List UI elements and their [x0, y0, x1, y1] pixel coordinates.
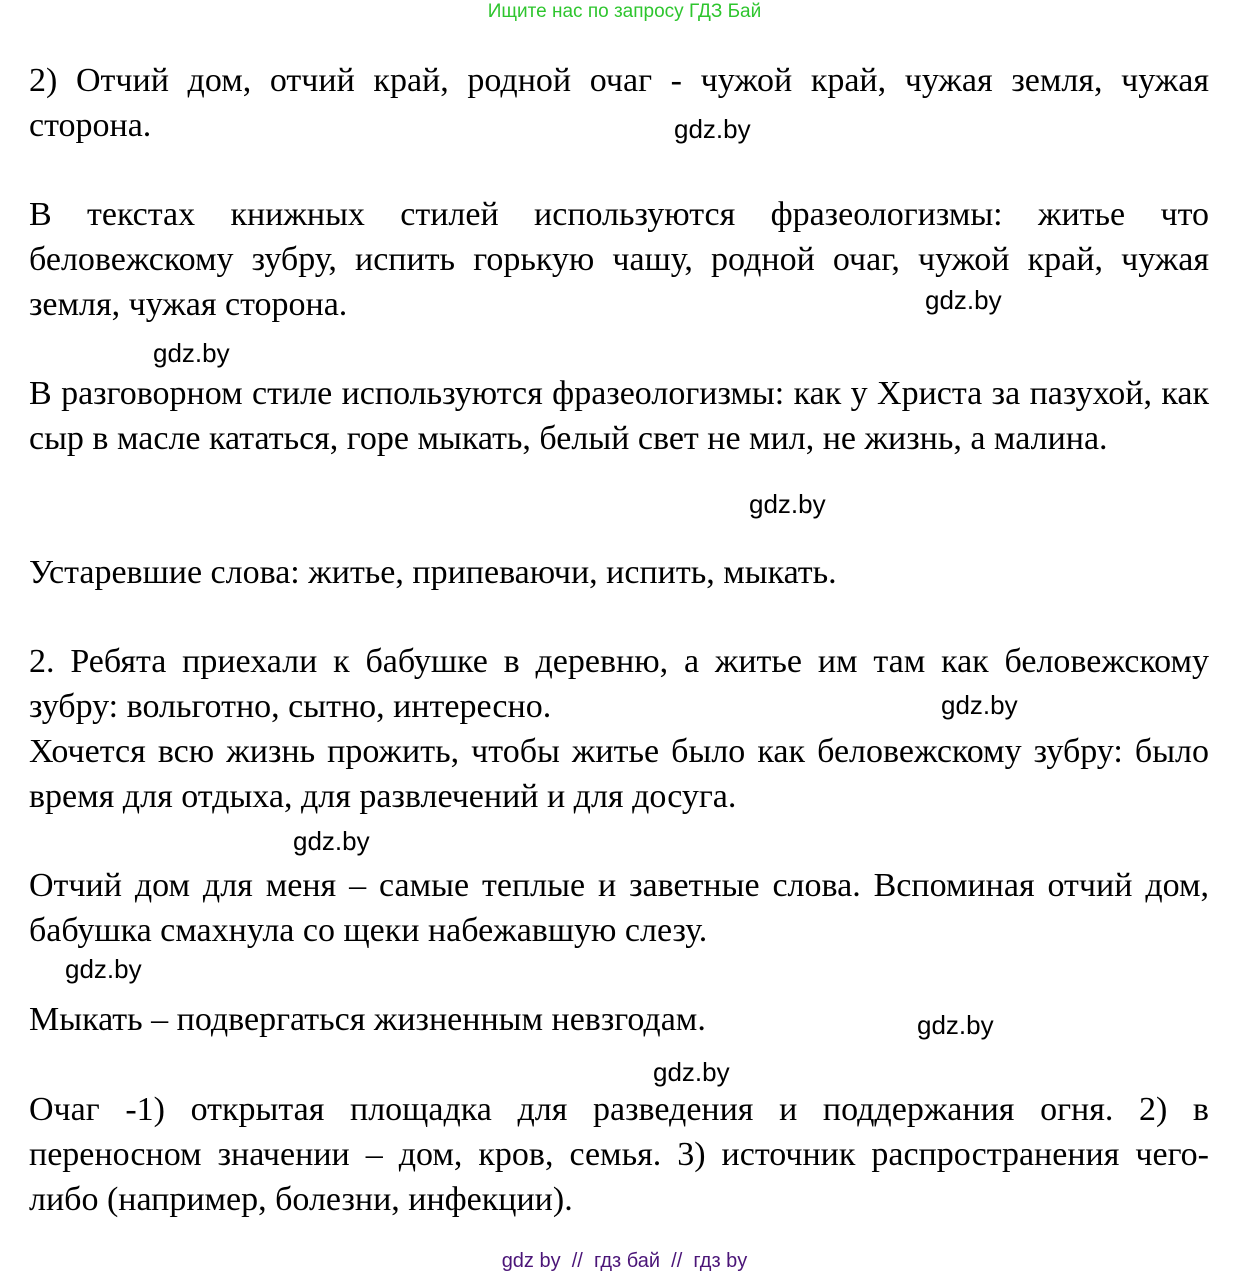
- paragraph-task-2-sentence-3: Отчий дом для меня – самые теплые и заветные слова. Вспоминая отчий дом, бабушка смахнула со щеки набежавшую слезу.: [29, 867, 1209, 949]
- paragraph-task-2-sentence-1: 2. Ребята приехали к бабушке в деревню, а житье им там как беловежскому зубру: вольготно, сытно, интересно.: [29, 643, 1209, 725]
- paragraph-definition-mykat: Мыкать – подвергаться жизненным невзгодам.: [29, 1001, 706, 1038]
- paragraph-book-styles: В текстах книжных стилей используются фразеологизмы: житье что беловежскому зубру, испить горькую чашу, родной очаг, чужой край, чужая земля, чужая сторона.: [29, 196, 1209, 323]
- watermark: gdz.by: [674, 114, 751, 144]
- watermark: gdz.by: [653, 1057, 730, 1087]
- watermark: gdz.by: [925, 285, 1002, 315]
- watermark: gdz.by: [153, 338, 230, 368]
- watermark: gdz.by: [293, 826, 370, 856]
- watermark: gdz.by: [917, 1010, 994, 1040]
- watermark: gdz.by: [65, 954, 142, 984]
- paragraph-task-2-sentence-2: Хочется всю жизнь прожить, чтобы житье было как беловежскому зубру: было время для отдыха, для развлечений и для досуга.: [29, 733, 1209, 815]
- paragraph-definition-ochag: Очаг -1) открытая площадка для разведения и поддержания огня. 2) в переносном значении – дом, кров, семья. 3) источник распространения чего-либо (например, болезни, инфекции).: [29, 1091, 1209, 1218]
- paragraph-colloquial-style: В разговорном стиле используются фразеологизмы: как у Христа за пазухой, как сыр в масле кататься, горе мыкать, белый свет не мил, не жизнь, а малина.: [29, 375, 1209, 457]
- watermark: gdz.by: [941, 690, 1018, 720]
- search-hint-banner: Ищите нас по запросу ГДЗ Бай: [487, 1, 762, 22]
- paragraph-obsolete-words: Устаревшие слова: житье, припеваючи, испить, мыкать.: [29, 554, 837, 591]
- footer-links: gdz by // гдз бай // гдз by: [501, 1250, 748, 1272]
- paragraph-antonyms: 2) Отчий дом, отчий край, родной очаг - чужой край, чужая земля, чужая сторона.: [29, 62, 1209, 144]
- watermark: gdz.by: [749, 489, 826, 519]
